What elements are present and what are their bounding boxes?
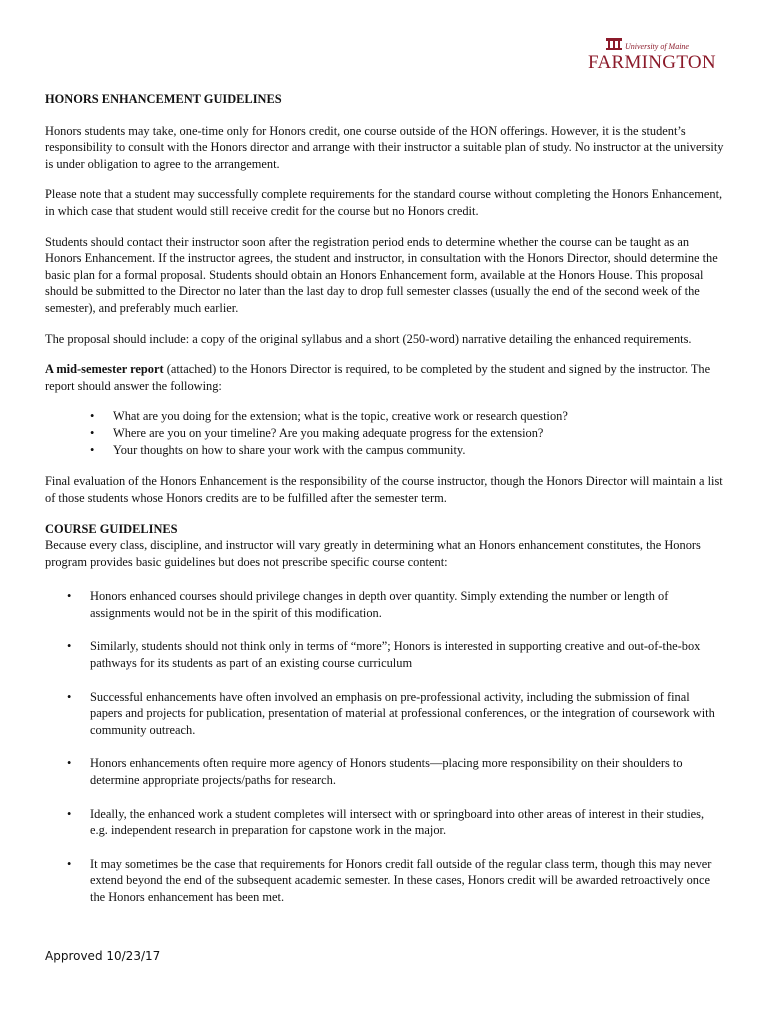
paragraph-proposal: The proposal should include: a copy of the original syllabus and a short (250-word) narrative detailing the enhanced requirements. <box>45 331 692 346</box>
list-item: • Honors enhancements often require more agency of Honors students—placing more responsibility on their shoulders to determine appropriate projects/paths for research. <box>45 755 725 788</box>
list-item: • What are you doing for the extension; what is the topic, creative work or research question? <box>45 408 725 425</box>
course-guidelines-intro: Because every class, discipline, and instructor will vary greatly in determining what an Honors enhancement constitutes, the Honors program provides basic guidelines but does not prescribe specific course content: <box>45 538 701 569</box>
building-icon <box>606 38 622 50</box>
paragraph-midsemester-report <box>45 361 725 394</box>
list-item: • Successful enhancements have often involved an emphasis on pre-professional activity, including the submission of final papers and projects for publication, presentation of material at professional conferences, or the integration of coursework with community outreach. <box>45 689 725 739</box>
paragraph-eligibility: Honors students may take, one-time only for Honors credit, one course outside of the HON offerings. However, it is the student’s responsibility to consult with the Honors director and arrange with their instructor a suitable plan of study. No instructor at the university is under obligation to agree to the arrangement. <box>45 123 724 171</box>
list-item: • It may sometimes be the case that requirements for Honors credit fall outside of the regular class term, though this may never extend beyond the end of the subsequent academic semester. In these cases, Honors credit will be awarded retroactively once the Honors enhancement has been met. <box>45 856 725 906</box>
report-questions-list <box>45 408 725 459</box>
paragraph-standard-credit: Please note that a student may successfully complete requirements for the standard course without completing the Honors Enhancement, in which case that student would still receive credit for the course but no Honors credit. <box>45 187 723 218</box>
list-item: • Where are you on your timeline? Are you making adequate progress for the extension? <box>45 425 725 442</box>
list-item: • Ideally, the enhanced work a student completes will intersect with or springboard into other areas of interest in their studies, e.g. independent research in preparation for capstone work in the major. <box>45 806 725 839</box>
midsemester-report-bold: A mid-semester report <box>45 362 164 377</box>
list-item: • Your thoughts on how to share your work with the campus community. <box>45 442 725 459</box>
course-guidelines-list <box>45 588 725 905</box>
midsemester-report-text: (attached) to the Honors Director is required, to be completed by the student and signed by the instructor. The report should answer the following: <box>45 362 711 393</box>
list-item: • Similarly, students should not think only in terms of “more”; Honors is interested in supporting creative and out-of-the-box pathways for its students as part of an existing course curriculum <box>45 638 725 671</box>
approval-date: Approved 10/23/17 <box>45 949 161 963</box>
logo-name-text: FARMINGTON <box>588 52 716 73</box>
logo-university-text: University of Maine <box>625 42 689 51</box>
course-guidelines-heading: COURSE GUIDELINES <box>45 521 178 536</box>
page-title: HONORS ENHANCEMENT GUIDELINES <box>45 92 282 106</box>
paragraph-final-evaluation: Final evaluation of the Honors Enhancement is the responsibility of the course instructor, though the Honors Director will maintain a list of those students whose Honors credits are to be fulfilled after the semester term. <box>45 474 723 505</box>
document-body <box>45 91 725 923</box>
list-item: • Honors enhanced courses should privilege changes in depth over quantity. Simply extending the number or length of assignments would not be in the spirit of this modification. <box>45 588 725 621</box>
paragraph-contact-instructor: Students should contact their instructor soon after the registration period ends to determine whether the course can be taught as an Honors Enhancement. If the instructor agrees, the student and instructor, in consultation with the Honors Director, should determine the basic plan for a formal proposal. Students should obtain an Honors Enhancement form, available at the Honors House. This proposal should be submitted to the Director no later than the last day to drop full semester classes (usually the end of the second week of the semester), and preferably much earlier. <box>45 234 718 315</box>
university-logo <box>588 38 720 74</box>
